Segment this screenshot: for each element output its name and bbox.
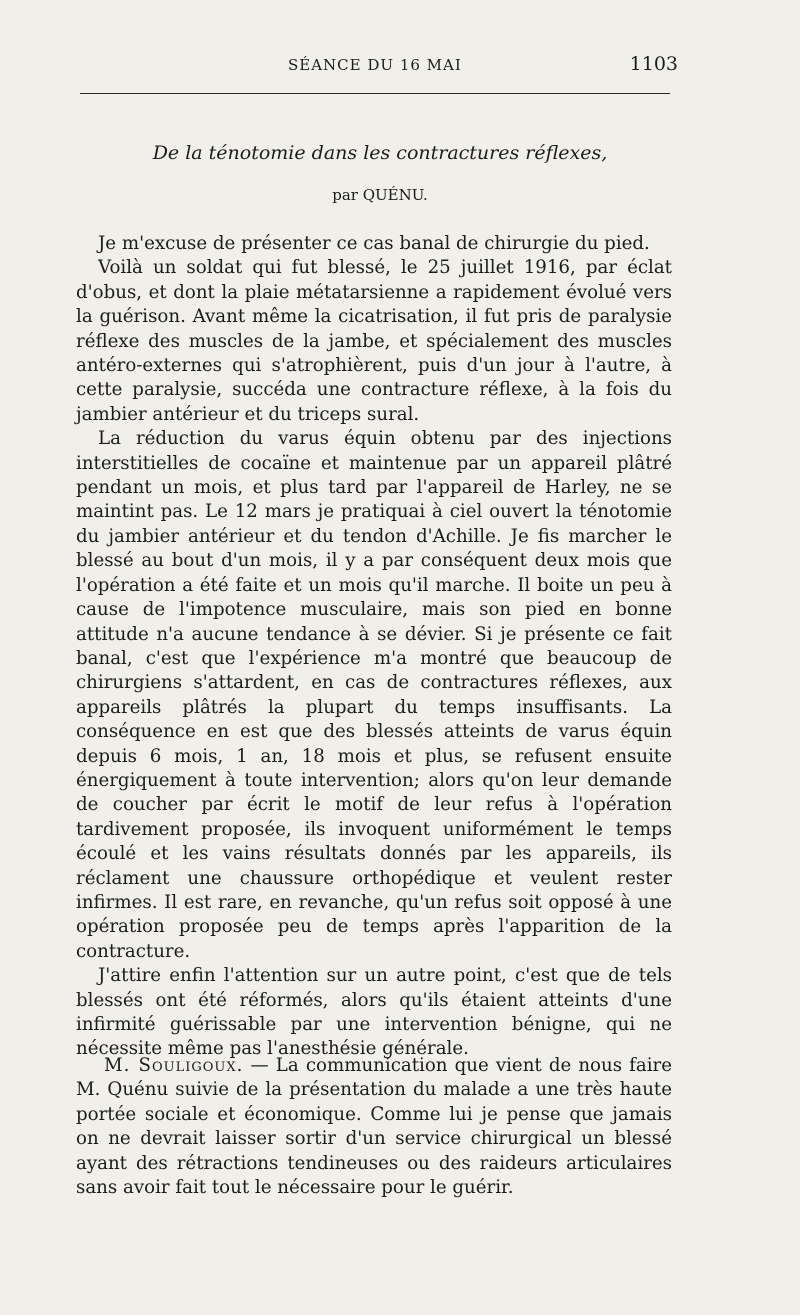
paragraph: La réduction du varus équin obtenu par des injections interstitielles de cocaïne et maintenue par un appareil plâtré pendant un mois, et plus tard par l'appareil de Harley, ne se maintint pas. Le 12 mars je pratiquai à ciel ouvert la ténotomie du jambier antérieur et du tendon d'Achille. Je fis marcher le blessé au bout d'un mois, il y a par conséquent deux mois que l'opération a été faite et un mois qu'il marche. Il boite un peu à cause de l'impotence musculaire, mais son pied en bonne attitude n'a aucune tendance à se dévier. Si je présente ce fait banal, c'est que l'expérience m'a montré que beaucoup de chirurgiens s'attardent, en cas de contractures réflexes, aux appareils plâtrés la plupart du temps insuffisants. La conséquence en est que des blessés atteints de varus équin depuis 6 mois, 1 an, 18 mois et plus, se refusent ensuite énergiquement à toute intervention; alors qu'on leur demande de coucher par écrit le motif de leur refus à l'opération tardivement proposée, ils invoquent uniformément le temps écoulé et les vains résultats donnés par les appareils, ils réclament une chaussure orthopédique et veulent rester infirmes. Il est rare, en revanche, qu'un refus soit opposé à une opération proposée peu de temps après l'apparition de la contracture. (76, 428, 672, 962)
header-rule (80, 93, 670, 94)
paragraph: J'attire enfin l'attention sur un autre point, c'est que de tels blessés ont été réformés, alors qu'ils étaient atteints d'une infirmité guérissable par une intervention bénigne, qui ne nécessite même pas l'anesthésie générale. (76, 965, 672, 1060)
article-author: par QUÉNU. (332, 186, 428, 204)
paragraph: Voilà un soldat qui fut blessé, le 25 juillet 1916, par éclat d'obus, et dont la plaie métatarsienne a rapidement évolué vers la guérison. Avant même la cicatrisation, il fut pris de paralysie réflexe des muscles de la jambe, et spécialement des muscles antéro-externes qui s'atrophièrent, puis d'un jour à l'autre, à cette paralysie, succéda une contracture réflexe, à la fois du jambier antérieur et du triceps sural. (76, 257, 672, 425)
article-body (76, 232, 672, 1062)
page-header (78, 50, 678, 80)
discussion-paragraph (76, 1054, 672, 1200)
paragraph: Je m'excuse de présenter ce cas banal de chirurgie du pied. (98, 233, 650, 254)
discussion-text: — La communication que vient de nous faire M. Quénu suivie de la présentation du malade a une très haute portée sociale et économique. Comme lui je pense que jamais on ne devrait laisser sortir d'un service chirurgical un blessé ayant des rétractions tendineuses ou des raideurs articulaires sans avoir fait tout le nécessaire pour le guérir. (76, 1055, 672, 1199)
discussion (76, 1054, 672, 1200)
speaker-name: M. Souligoux. (104, 1055, 244, 1076)
page-number: 1103 (629, 53, 678, 75)
running-title: SÉANCE DU 16 MAI (288, 56, 462, 74)
article-title: De la ténotomie dans les contractures réflexes, (152, 142, 608, 164)
